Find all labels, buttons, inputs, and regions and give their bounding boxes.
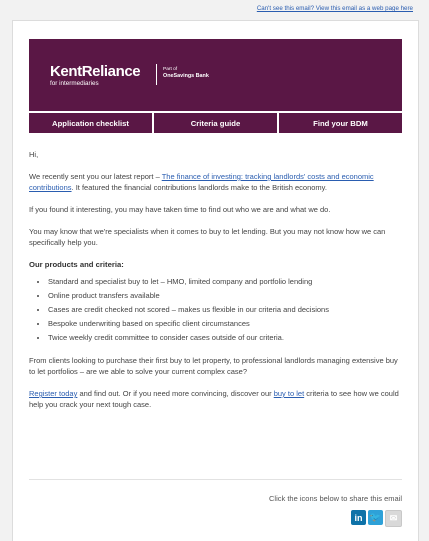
criteria-guide-button[interactable]: Criteria guide: [154, 113, 277, 133]
paragraph-specialists: You may know that we're specialists when it comes to buy to let lending. But you may not know how we can specifically help you.: [29, 227, 386, 247]
paragraph-interest: If you found it interesting, you may have taken time to find out who we are and what we do.: [29, 205, 331, 214]
paragraph-report: [29, 171, 404, 193]
products-heading: Our products and criteria:: [29, 260, 124, 269]
list-item: • Cases are credit checked not scored – makes us flexible in our criteria and decisions: [48, 304, 404, 315]
share-icons: [351, 510, 402, 527]
part-of-prefix: Part of: [163, 67, 178, 72]
list-item: • Bespoke underwriting based on specific client circumstances: [48, 318, 404, 329]
logo-divider: [156, 64, 157, 85]
register-text-mid: and find out. Or if you need more convincing, discover our: [77, 389, 274, 398]
brand-banner: [29, 39, 402, 111]
email-body: [29, 149, 404, 421]
paragraph-clients: From clients looking to purchase their first buy to let property, to professional landlords managing extensive buy to let portfolios – are we able to solve your current complex case?: [29, 356, 398, 376]
part-of-label: [163, 67, 209, 80]
divider: [29, 479, 402, 480]
part-of-company: OneSavings Bank: [163, 73, 209, 79]
logo-title: KentReliance: [50, 63, 141, 80]
list-item: • Twice weekly credit committee to consider cases outside of our criteria.: [48, 332, 404, 343]
view-web-link[interactable]: Can't see this email? View this email as a web page here: [256, 5, 413, 12]
paragraph-register: [29, 388, 404, 410]
top-bar: [0, 0, 429, 17]
register-today-link[interactable]: Register today: [29, 389, 78, 398]
linkedin-icon[interactable]: in: [351, 510, 366, 525]
list-item: • Online product transfers available: [48, 290, 404, 301]
email-icon[interactable]: ✉: [385, 510, 402, 527]
register-text-after: criteria to see how we could help you crack your next tough case.: [29, 389, 399, 409]
find-bdm-button[interactable]: Find your BDM: [279, 113, 402, 133]
greeting: Hi,: [29, 150, 39, 159]
report-link[interactable]: The finance of investing: tracking landlords' costs and economic contributions: [29, 172, 374, 192]
list-item: • Standard and specialist buy to let – HMO, limited company and portfolio lending: [48, 276, 404, 287]
report-text-before: We recently sent you our latest report –: [29, 172, 162, 181]
application-checklist-button[interactable]: Application checklist: [29, 113, 152, 133]
report-text-after: . It featured the financial contributions landlords make to the British economy.: [71, 183, 327, 192]
twitter-icon[interactable]: 🐦: [368, 510, 383, 525]
buy-to-let-link[interactable]: buy to let: [273, 389, 305, 398]
products-list: [29, 276, 404, 343]
nav-bar: [29, 113, 402, 133]
logo-subtitle: for intermediaries: [50, 80, 99, 87]
email-card: [12, 20, 419, 541]
share-text: Click the icons below to share this email: [269, 494, 402, 503]
